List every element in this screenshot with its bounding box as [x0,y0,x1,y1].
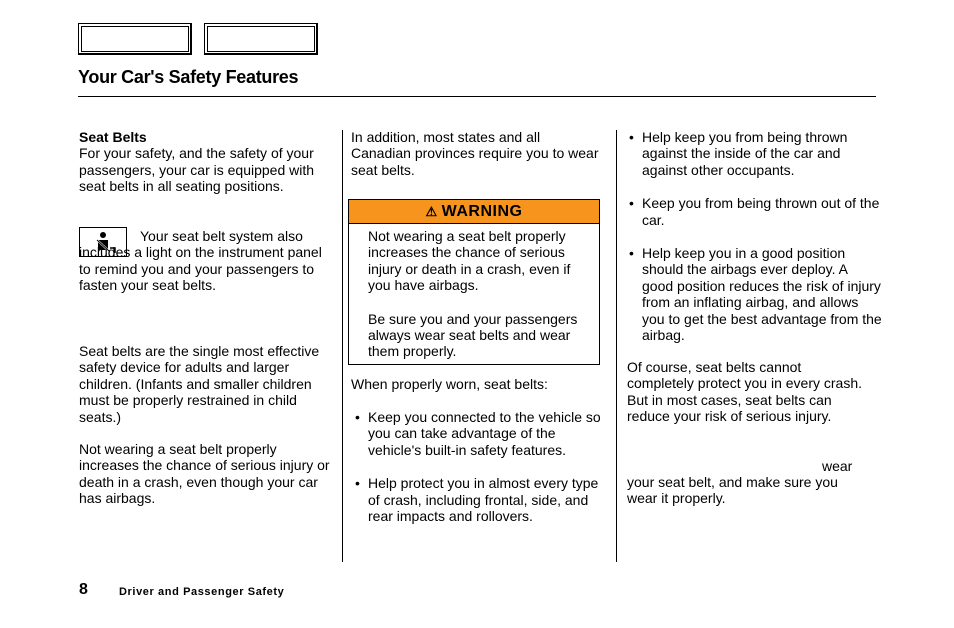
column-divider-1 [342,130,343,562]
properly-worn-lead: When properly worn, seat belts: [351,376,548,392]
bullet-list-2 [627,129,882,360]
paragraph-effective: Seat belts are the single most effective safety device for adults and larger children. (Infants and smaller children must be properly restrained in child seats.) [79,343,320,425]
intro-paragraph: For your safety, and the safety of your passengers, your car is equipped with seat belts in all seating positions. [79,145,315,195]
paragraph-of-course: Of course, seat belts cannot completely protect you in every crash. But in most cases, seat belts can reduce your risk of serious injury. [627,359,862,425]
light-paragraph: Your seat belt system also includes a light on the instrument panel to remind you and your passengers to fasten your seat belts. [79,228,322,294]
paragraph-wear-word: wear [822,458,853,474]
page-title: Your Car's Safety Features [78,67,299,87]
nav-button-next[interactable] [204,23,318,55]
section-label: Driver and Passenger Safety [119,586,285,598]
warning-text-2: Be sure you and your passengers always wear seat belts and wear them properly. [368,310,578,360]
page-number: 8 [79,581,88,598]
list-item: • Help keep you in a good position should the airbags ever deploy. A good position reduces the risk of injury from an inflating airbag, and allows you to get the best advantage from the airbag. [627,245,882,343]
warning-box [348,199,600,365]
paragraph-not-wearing: Not wearing a seat belt properly increases the chance of serious injury or death in a crash, even though your car has airbags. [79,441,330,507]
list-item: • Help protect you in almost every type of crash, including frontal, side, and rear impacts and rollovers. [353,475,603,524]
paragraph-wear-rest: your seat belt, and make sure you wear it properly. [627,474,838,507]
warning-body [368,228,593,377]
seat-belts-section [79,129,334,195]
column-divider-2 [616,130,617,562]
paragraph-states: In addition, most states and all Canadian provinces require you to wear seat belts. [351,129,599,178]
list-item: • Keep you connected to the vehicle so you can take advantage of the vehicle's built-in safety features. [353,409,603,458]
bullet-list-1 [353,409,603,541]
nav-button-previous[interactable] [78,23,192,55]
title-rule [78,96,876,97]
warning-label: WARNING [441,203,523,220]
warning-text-1: Not wearing a seat belt properly increases the chance of serious injury or death in a crash, even if you have airbags. [368,228,571,294]
list-item: • Keep you from being thrown out of the car. [627,195,882,228]
list-item: • Help keep you from being thrown against the inside of the car and against other occupants. [627,129,882,178]
warning-header [349,200,599,224]
section-heading: Seat Belts [79,129,147,145]
warning-triangle-icon: ⚠ [425,204,438,219]
